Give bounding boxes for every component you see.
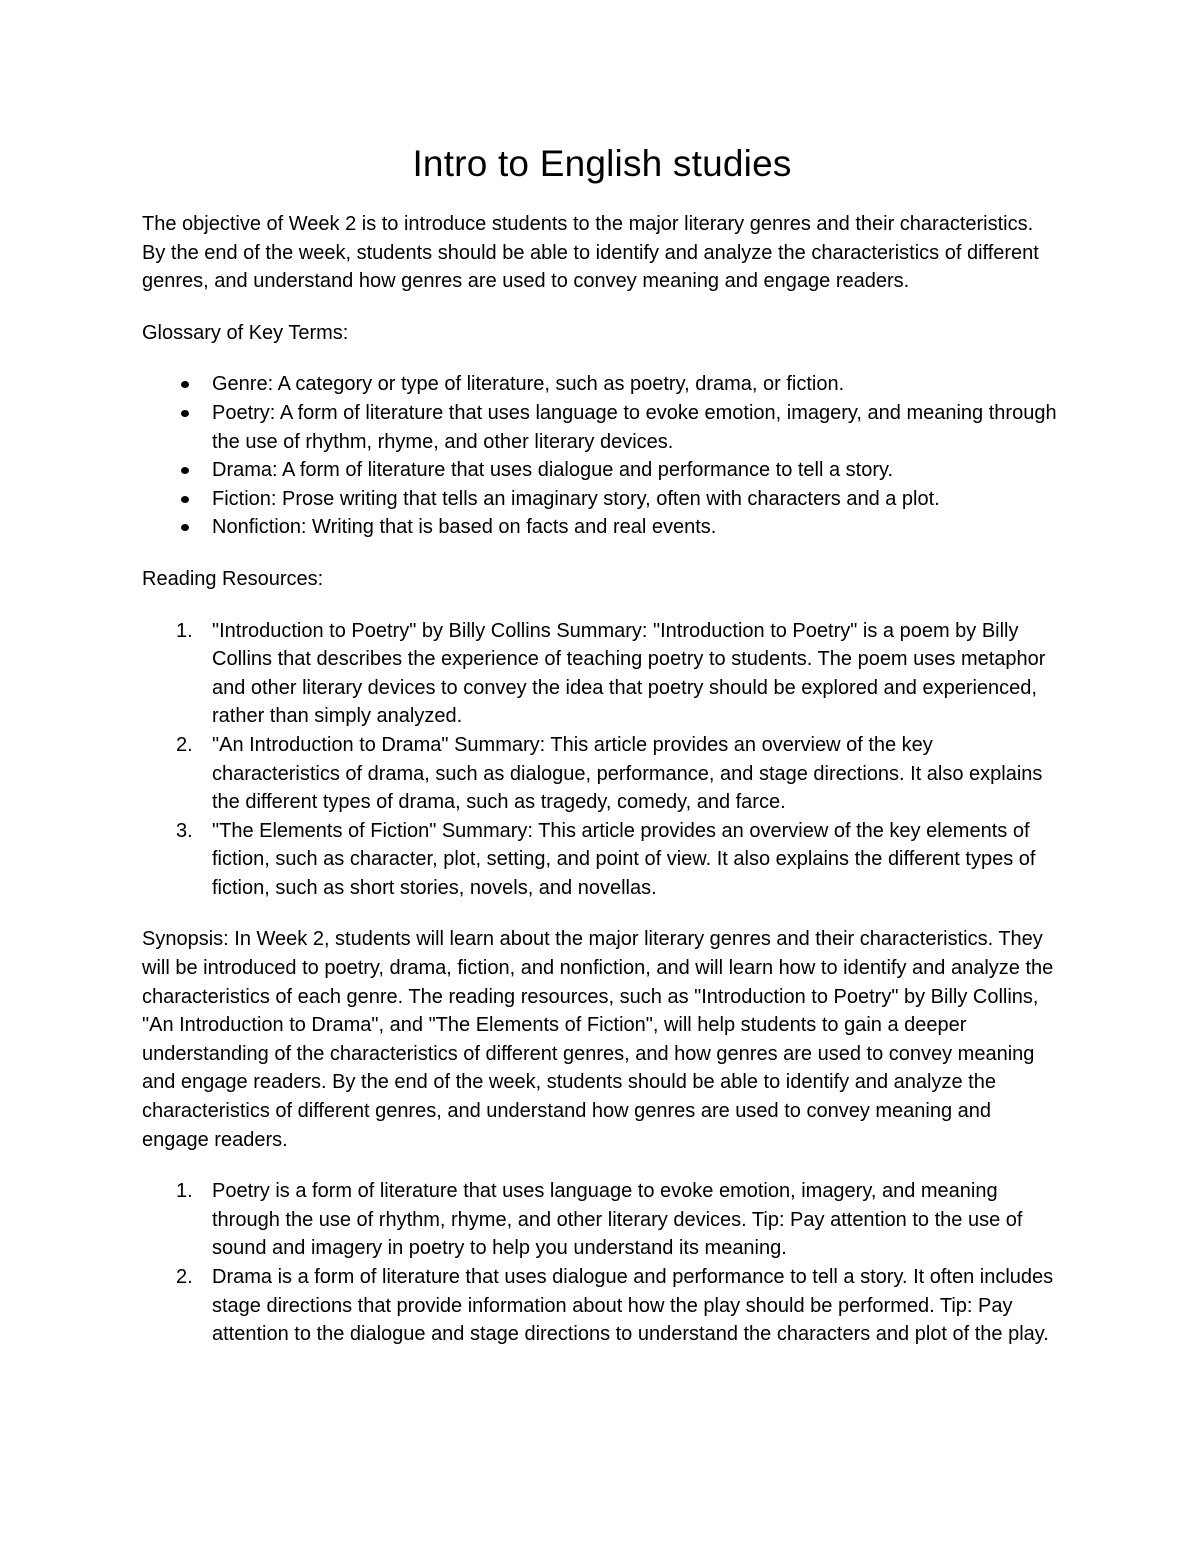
tip-item — [142, 1263, 1062, 1349]
tips-list — [142, 1177, 1062, 1349]
glossary-item-text: Drama: A form of literature that uses dialogue and performance to tell a story. — [212, 459, 894, 482]
resources-heading: Reading Resources: — [142, 567, 324, 590]
list-number: 2. — [176, 733, 193, 756]
list-number: 1. — [176, 1180, 193, 1203]
glossary-item-text: Poetry: A form of literature that uses language to evoke emotion, imagery, and meaning through the use of rhythm, rhyme, and other literary devices. — [212, 401, 1057, 453]
tip-item — [142, 1177, 1062, 1263]
resource-item-text: "Introduction to Poetry" by Billy Collins Summary: "Introduction to Poetry" is a poem by Billy Collins that describes the experience of teaching poetry to students. The poem uses metaphor and other literary devices to convey the idea that poetry should be explored and experienced, rather than simply analyzed. — [212, 619, 1046, 728]
bullet-icon — [181, 410, 189, 417]
resource-item — [142, 817, 1062, 903]
bullet-icon — [181, 467, 189, 474]
intro-paragraph: The objective of Week 2 is to introduce students to the major literary genres and their characteristics. By the end of the week, students should be able to identify and analyze the characteristics of different genres, and understand how genres are used to convey meaning and engage readers. — [142, 213, 1039, 293]
list-number: 3. — [176, 819, 193, 842]
resource-item — [142, 731, 1062, 817]
resource-item-text: "An Introduction to Drama" Summary: This article provides an overview of the key characteristics of drama, such as dialogue, performance, and stage directions. It also explains the different types of drama, such as tragedy, comedy, and farce. — [212, 733, 1043, 814]
glossary-item-text: Fiction: Prose writing that tells an imaginary story, often with characters and a plot. — [212, 487, 940, 510]
bullet-icon — [181, 524, 189, 531]
glossary-item — [142, 399, 1062, 456]
list-number: 1. — [176, 619, 193, 642]
glossary-item-text: Nonfiction: Writing that is based on facts and real events. — [212, 516, 717, 539]
glossary-list — [142, 370, 1062, 542]
list-number: 2. — [176, 1266, 193, 1288]
resources-list — [142, 617, 1062, 903]
glossary-item — [142, 456, 1062, 485]
glossary-item-text: Genre: A category or type of literature, such as poetry, drama, or fiction. — [212, 373, 845, 396]
glossary-heading: Glossary of Key Terms: — [142, 321, 349, 344]
document-page — [142, 140, 1062, 1372]
glossary-item — [142, 513, 1062, 542]
resource-item-text: "The Elements of Fiction" Summary: This article provides an overview of the key elements of fiction, such as character, plot, setting, and point of view. It also explains the different types of fiction, such as short stories, novels, and novellas. — [212, 819, 1036, 899]
bullet-icon — [181, 381, 189, 388]
synopsis-paragraph: Synopsis: In Week 2, students will learn about the major literary genres and their characteristics. They will be introduced to poetry, drama, fiction, and nonfiction, and will learn how to identify and analyze the characteristics of each genre. The reading resources, such as "Introduction to Poetry" by Billy Collins, "An Introduction to Drama", and "The Elements of Fiction", will help students to gain a deeper understanding of the characteristics of different genres, and how genres are used to convey meaning and engage readers. By the end of the week, students should be able to identify and analyze the characteristics of different genres, and understand how genres are used to convey meaning and engage readers. — [142, 928, 1054, 1151]
bullet-icon — [181, 496, 189, 503]
document-title: Intro to English studies — [412, 143, 792, 184]
tip-item-text: Drama is a form of literature that uses dialogue and performance to tell a story. It often includes stage directions that provide information about how the play should be performed. Tip: Pay attention to the dialogue and stage directions to understand the characters and plot of the play. — [212, 1266, 1054, 1346]
resource-item — [142, 617, 1062, 731]
glossary-item — [142, 370, 1062, 399]
glossary-item — [142, 485, 1062, 514]
tip-item-text: Poetry is a form of literature that uses language to evoke emotion, imagery, and meaning through the use of rhythm, rhyme, and other literary devices. Tip: Pay attention to the use of sound and imagery in poetry to help you understand its meaning. — [212, 1180, 1023, 1260]
